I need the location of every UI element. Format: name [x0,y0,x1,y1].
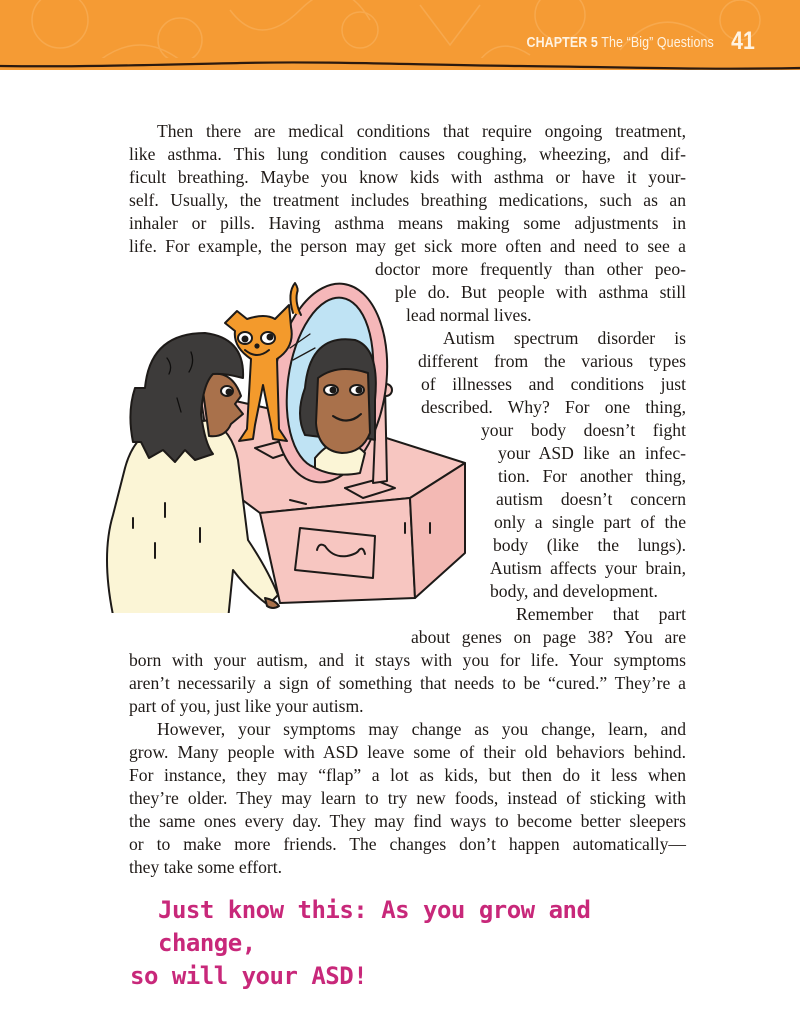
text-line: Autism spectrum disorder is [443,328,686,348]
text-line: they’re older. They may learn to try new foods, instead of sticking with [129,788,686,808]
text-line: like asthma. This lung condition causes coughing, wheezing, and dif- [129,144,686,164]
chapter-label: CHAPTER 5 [526,35,599,51]
text-line: However, your symptoms may change as you change, learn, and [157,719,686,739]
header-torn-edge [0,58,800,74]
text-line: autism doesn’t concern [496,489,686,509]
text-line: self. Usually, the treatment includes breathing medications, such as an [129,190,686,210]
text-line: only a single part of the [494,512,686,532]
page-number: 41 [731,27,755,55]
text-line: For instance, they may “flap” a lot as kids, but then do it less when [129,765,686,785]
girl-mirror-illustration [105,278,475,613]
running-head [527,35,714,51]
text-line: ple do. But people with asthma still [395,282,686,302]
text-line: they take some effort. [129,857,283,877]
text-line: about genes on page 38? You are [411,627,686,647]
text-line: inhaler or pills. Having asthma means making some adjustments in [129,213,686,233]
text-line: described. Why? For one thing, [421,397,686,417]
text-line: tion. For another thing, [498,466,686,486]
text-line: lead normal lives. [406,305,532,325]
text-line: body (like the lungs). [493,535,686,555]
chapter-title: The “Big” Questions [601,35,714,51]
text-line: your body doesn’t fight [481,420,686,440]
text-line: of illnesses and conditions just [421,374,686,394]
dresser-drawer [295,528,375,578]
text-line: grow. Many people with ASD leave some of their old behaviors behind. [129,742,686,762]
cat-tail [290,283,301,315]
callout-line-2: so will your ASD! [130,962,368,990]
callout-line-1: Just know this: As you grow and change, [158,896,591,957]
text-line: part of you, just like your autism. [129,696,364,716]
text-line: Autism affects your brain, [490,558,686,578]
text-line: body, and development. [490,581,658,601]
text-line: the same ones every day. They may find ways to become better sleepers [129,811,686,831]
text-line: Remember that part [516,604,686,624]
text-line: your ASD like an infec- [498,443,686,463]
text-line: born with your autism, and it stays with you for life. Your symptoms [129,650,686,670]
text-line: Then there are medical conditions that require ongoing treatment, [157,121,686,141]
text-line: ficult breathing. Maybe you know kids with asthma or have it your- [129,167,686,187]
text-line: life. For example, the person may get sick more often and need to see a [129,236,686,256]
text-line: different from the various types [418,351,686,371]
callout-highlight [130,894,690,993]
text-line: or to make more friends. The changes don’t happen automatically— [129,834,686,854]
text-line: doctor more frequently than other peo- [375,259,686,279]
text-line: aren’t necessarily a sign of something that needs to be “cured.” They’re a [129,673,686,693]
